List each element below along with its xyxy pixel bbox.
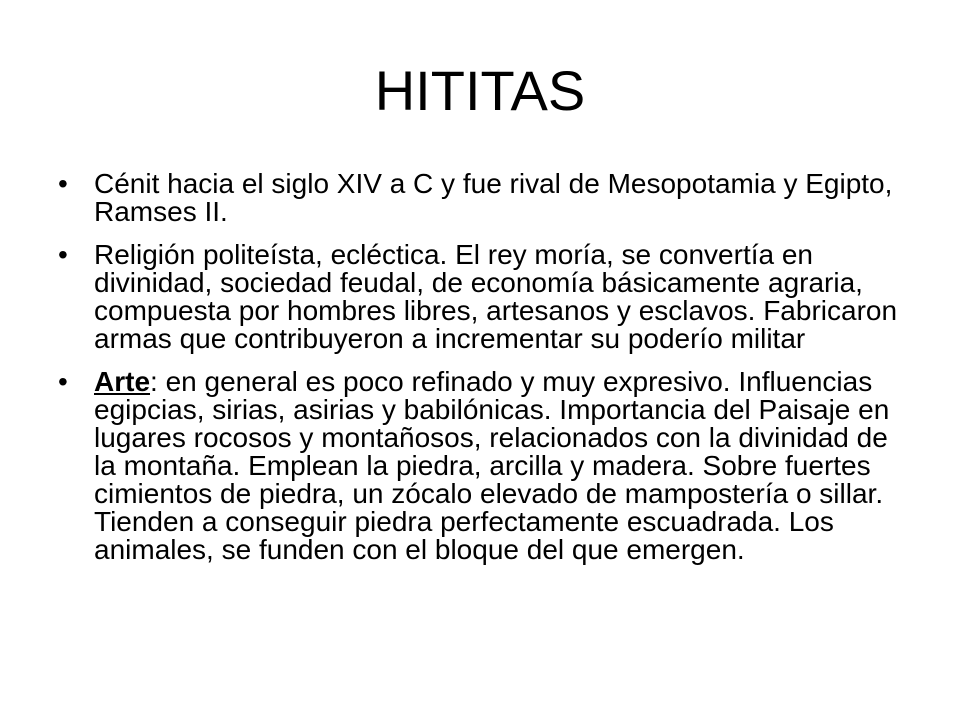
bullet-dot: •	[58, 168, 68, 199]
bullet-item	[58, 170, 908, 226]
bullet-item	[58, 368, 908, 564]
slide-title: HITITAS	[374, 59, 586, 122]
bullet-item	[58, 241, 908, 353]
bullet-dot: •	[58, 239, 68, 270]
bullet-text: Religión politeísta, ecléctica. El rey moría, se convertía en divinidad, sociedad feudal, de economía básicamente agraria, compuesta por hombres libres, artesanos y esclavos. Fabricaron armas que contribuyeron a incrementar su poderío militar	[94, 239, 898, 354]
bullet-list	[58, 170, 908, 579]
bullet-text: Cénit hacia el siglo XIV a C y fue rival de Mesopotamia y Egipto, Ramses II.	[94, 168, 893, 227]
bullet-dot: •	[58, 366, 68, 397]
arte-heading: Arte	[94, 366, 151, 397]
bullet-text: : en general es poco refinado y muy expresivo. Influencias egipcias, sirias, asirias y babilónicas. Importancia del Paisaje en lugares rocosos y montañosos, relacionados con la divinidad de la montaña. Emplean la piedra, arcilla y madera. Sobre fuertes cimientos de piedra, un zócalo elevado de mampostería o sillar. Tienden a conseguir piedra perfectamente escuadrada. Los animales, se funden con el bloque del que emergen.	[94, 366, 890, 565]
